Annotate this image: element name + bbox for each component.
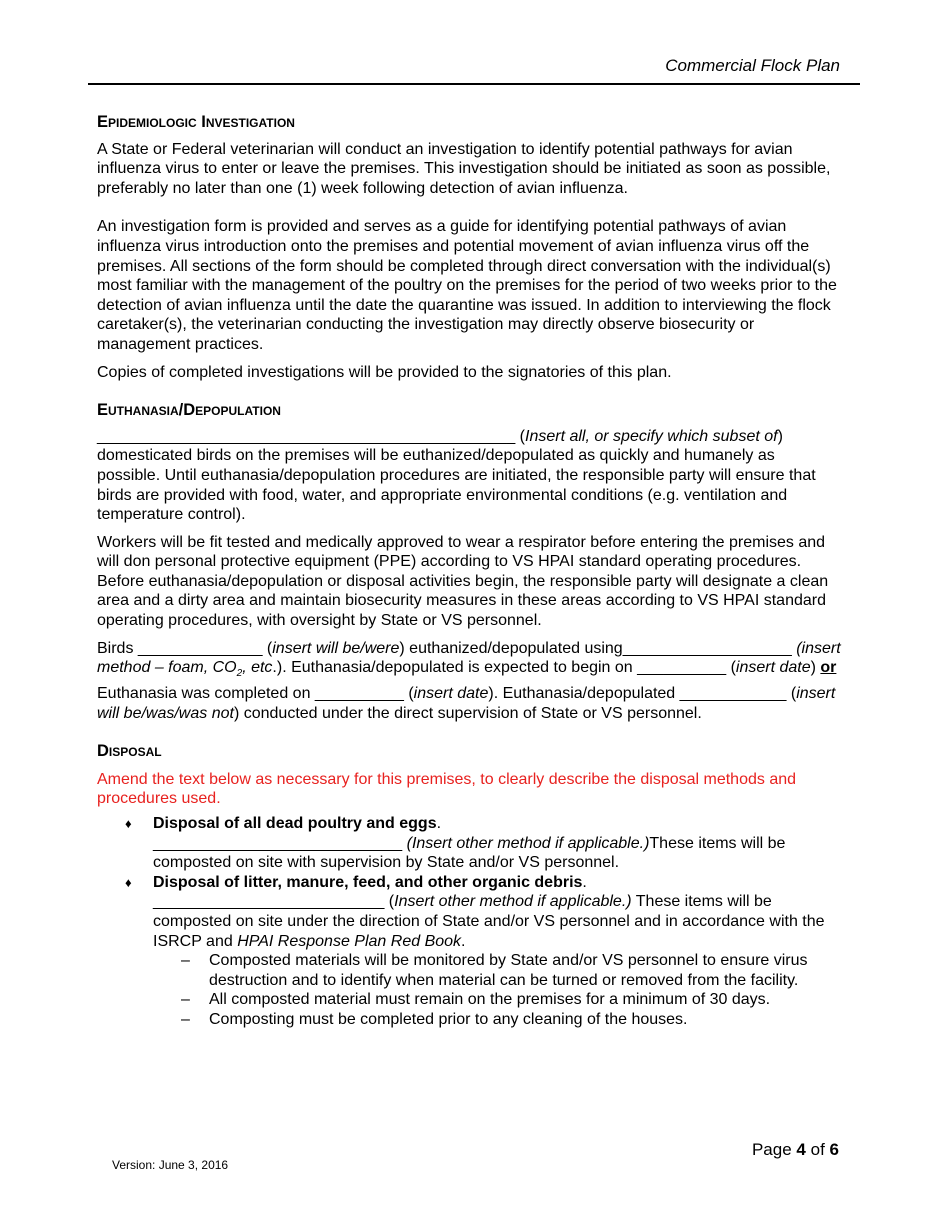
- disposal-item-litter: ♦ Disposal of litter, manure, feed, and other organic debris. __________________________ (Insert other method if applicable.) These items will be composted on site under the direction of State and/or VS personnel and in accordance with the ISRCP and HPAI Response Plan Red Book. – Composted materials will be monitored by State and/or VS personnel to ensure virus destruction and to identify when material can be turned or removed from the facility. – All composted material must remain on the premises for a minimum of 30 days. – Composting must be completed prior to any cleaning of the houses.: [97, 873, 842, 1030]
- header-rule: [88, 83, 860, 85]
- diamond-bullet-icon: ♦: [125, 874, 132, 890]
- euth-paragraph-2: Workers will be fit tested and medically approved to wear a respirator before entering the premises and will don personal protective equipment (PPE) according to VS HPAI standard operating procedures. Before euthanasia/depopulation or disposal activities begin, the responsible party will designate a clean area and a dirty area and maintain biosecurity measures in these areas according to VS HPAI standard operating procedures, with oversight by State or VS personnel.: [97, 533, 829, 630]
- disposal-heading: Disposal: [97, 742, 162, 761]
- dash-bullet-icon: –: [181, 952, 190, 970]
- euth-heading: Euthanasia/Depopulation: [97, 401, 281, 420]
- composting-item: – Composted materials will be monitored by State and/or VS personnel to ensure virus destruction and to identify when material can be turned or removed from the facility.: [181, 952, 808, 989]
- euth-hint: Insert all, or specify which subset of: [525, 427, 778, 445]
- composting-item: – All composted material must remain on the premises for a minimum of 30 days.: [181, 991, 771, 1009]
- dash-bullet-icon: –: [181, 1010, 190, 1028]
- disposal-list: [97, 814, 842, 1030]
- euth-paragraph-1: _______________________________________________ (Insert all, or specify which subset of) domesticated birds on the premises will be euthanized/depopulated as quickly and humanely as possible. Until euthanasia/depopulation procedures are initiated, the responsible party will ensure that birds are provided with food, water, and appropriate environmental conditions (e.g. ventilation and temperature control).: [97, 427, 816, 524]
- epi-heading: Epidemiologic Investigation: [97, 113, 295, 131]
- disposal-note: Amend the text below as necessary for this premises, to clearly describe the disposal methods and procedures used.: [97, 770, 797, 808]
- page-number: Page 4 of 6: [751, 1140, 839, 1159]
- disposal-item-poultry: ♦ Disposal of all dead poultry and eggs. ____________________________ (Insert other method if applicable.)These items will be composted on site with supervision by State and/or VS personnel.: [125, 815, 786, 872]
- epi-paragraph-3: Copies of completed investigations will be provided to the signatories of this plan.: [97, 363, 672, 381]
- version-label: Version: June 3, 2016: [112, 1158, 229, 1172]
- composting-item: – Composting must be completed prior to any cleaning of the houses.: [181, 1010, 688, 1028]
- epi-paragraph-1: A State or Federal veterinarian will conduct an investigation to identify potential pathways for avian influenza virus to enter or leave the premises. This investigation should be initiated as soon as possible, preferably no later than one (1) week following detection of avian influenza.: [97, 140, 831, 197]
- document-body: [97, 113, 842, 1030]
- dash-bullet-icon: –: [181, 991, 190, 1009]
- composting-sublist: [153, 951, 842, 1029]
- diamond-bullet-icon: ♦: [125, 816, 132, 831]
- epi-paragraph-2: An investigation form is provided and serves as a guide for identifying potential pathways of avian influenza virus introduction onto the premises and potential movement of avian influenza virus off the premises. All sections of the form should be completed through direct conversation with the individual(s) most familiar with the management of the poultry on the premises for the period of two weeks prior to the detection of avian influenza until the date the quarantine was issued. In addition to interviewing the flock caretaker(s), the veterinarian conducting the investigation may directly observe biosecurity or management practices.: [97, 218, 837, 353]
- euth-blank: _______________________________________________: [97, 427, 516, 445]
- euth-paragraph-3: Birds ______________ (insert will be/were) euthanized/depopulated using___________________ (insert method – foam, $CO_2$, etc.). Euthanasia/depopulated is expected to begin on __________ (insert date) or Euthanasia was completed on __________ (insert date). Euthanasia/depopulated ____________ (insert will be/was/was not) conducted under the direct supervision of State or VS personnel.: [97, 639, 841, 722]
- header-title: Commercial Flock Plan: [665, 56, 840, 75]
